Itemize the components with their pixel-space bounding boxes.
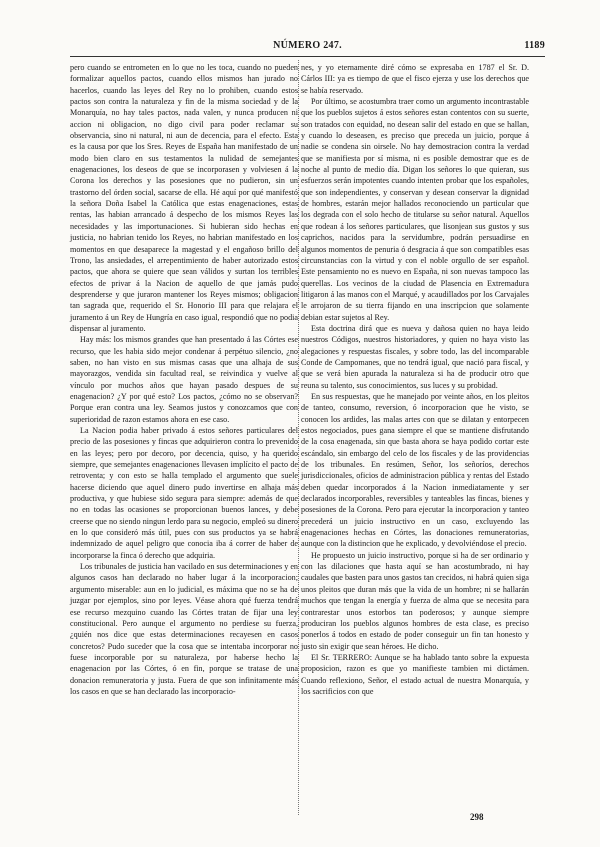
issue-number: NÚMERO 247. — [273, 40, 342, 51]
header-rule — [70, 56, 545, 57]
paragraph: El Sr. TERRERO: Aunque se ha hablado tanto sobre la expuesta proposicion, razon es que yo manifieste tambien mi dictámen. Cuando reflexiono, Señor, el estado actual de nuestra Monarquía, y los sacrificios con que — [301, 652, 529, 696]
paragraph: Hay más: los mismos grandes que han presentado á las Córtes ese recurso, que les habia sido mejor condenar á perpétuo silencio, ¿no saben, no han visto en sus mismas casas que una alhaja de sus mayorazgos, vendida sin facultad real, se reivindica y vuelve al vínculo por muchos años que hayan pasado despues de su enagenacion? ¿Y por qué esto? Los pactos, ¿cómo no se observan? Porque eran contra una ley. Seamos justos y conozcamos que con superioridad de razon estamos ahora en ese caso. — [70, 335, 298, 424]
paragraph: He propuesto un juicio instructivo, porque si ha de ser ordinario y con las dilaciones que hasta aquí se han acostumbrado, ni hay caudales que basten para unos gastos tan crecidos, ni habrá quien siga unos pleitos que duran más que la vida de un hombre; ni se hallarán muchos que tengan la energía y fuerza de alma que se necesita para contrarestar unos estorbos tan poderosos; y aunque siempre produciran los pueblos algunos hombres de esta clase, es preciso ponerlos á todos en estado de poder conseguir un fin tan honesto y justo sin exigir que sean héroes. He dicho. — [301, 550, 529, 651]
paragraph: En sus respuestas, que he manejado por veinte años, en los pleitos de tanteo, consumo, reversion, ó incorporacion que he visto, se conocen los ardides, las malas artes con que se dilatan y entorpecen estos negociados, pues gana siempre el que se mantiene disfrutando de la cosa enagenada, sin que basta ahora se haya podido cortar este escándalo, sin embargo del celo de los fiscales y de las providencias de los tribunales. En resúmen, Señor, los señoríos, derechos jurisdiccionales, oficios de administracion pública y rentas del Estado deben quedar incorporados á la Nacion inmediatamente y ser declarados incorporables, reversibles y tanteables las fincas, bienes y posesiones de la Corona. Pero para ejecutar la incorporacion y tanteo precederá un juicio instructivo en un caso, excluyendo las enagenaciones hechas en Córtes, las donaciones remuneratorias, aunque con la distincion que he explicado, y devolviéndose el precio. — [301, 391, 529, 549]
paragraph: Esta doctrina dirá que es nueva y dañosa quien no haya leido nuestros Códigos, nuestros historiadores, y quien no haya visto las alegaciones y respuestas fiscales, y sobre todo, las del incomparable Conde de Campomanes, que no tendrá igual, que nació para fiscal, y que se verá bien apurada la naturaleza si ha de producir otro que reuna su talento, sus conocimientos, sus luces y su probidad. — [301, 323, 529, 390]
paragraph: nes, y yo eternamente diré cómo se expresaba en 1787 el Sr. D. Cárlos III: ya es tiempo de que el fisco ejerza y use los derechos que se había reservado. — [301, 63, 529, 95]
column-divider — [298, 60, 299, 815]
signature-mark: 298 — [470, 812, 484, 822]
paragraph: Los tribunales de justicia han vacilado en sus determinaciones y en algunos casos han declarado no haber lugar á la incorporacion; argumento miserable: aun en lo judicial, es máxima que no se ha de juzgar por ejemplos, sino por leyes. Véase ahora qué fuerza tendrá ese recurso mezquino cuando las Córtes tratan de fijar una ley constitucional. Pero aunque el argumento no perdiese su fuerza, ¿quién nos dice que estas determinaciones recayesen en casos concretos? Pudo suceder que la cosa que se intentaba incorporar no fuese incorporable por su naturaleza, por haberse hecho la enagenacion por las Córtes, ó en fin, porque se tratase de una donacion remuneratoria y justa. Fuera de que son infinitamente más los casos en que se han declarado las incorporacio- — [70, 562, 298, 696]
paragraph: Por último, se acostumbra traer como un argumento incontrastable que los pueblos sujetos á estos señores estan contentos con su suerte, son tratados con equidad, no desean salir del estado en que se hallan, y cuando lo deseasen, es preciso que preceda un juicio, porque á nadie se condena sin oirsele. No hay demostracion contra la verdad que se manifiesta por sí misma, ni es posible demostrar que es de noche al punto de medio día. Digan los señores lo que quieran, sus esfuerzos serán impotentes cuando intenten probar que los españoles, que son independientes, y conservan y desean conservar la dignidad de hombres, estarán mejor hallados reconociendo un particular que los degrada con el solo hecho de titularse su señor natural. Aquellos que rodean á los señores particulares, que lisonjean sus gustos y sus caprichos, nacidos para la servidumbre, podrán persuadirse en algunos momentos de penuria ó desgracia á que son compatibles esas circunstancias con la virtud y con el noble orgullo de ser español. Este pensamiento no es nuevo en España, ni son nuevas tampoco las querellas. Los vecinos de la ciudad de Plasencia en Extremadura litigaron á las manos con el Marqué, y acaudillados por los Carvajales le arrojaron de su tierra fijando en una inscripcion que solamente debian estar sujetos al Rey. — [301, 97, 529, 322]
page-header — [70, 40, 545, 54]
right-column — [301, 62, 529, 697]
paragraph: La Nacion podia haber privado á estos señores particulares del precio de las posesiones y fincas que adquirieron contra lo prevenido en las leyes; pero por decoro, por decencia, quiso, y ha querido siempre, que semejantes enagenaciones llevasen implícito el pacto de retroventa; y con esto se halla templado el argumento que suele hacerse diciendo que aquel dinero pudo invertirse en alhaja más productiva, y que hubiese sido segura para siempre: además de que no en todas las ocasiones se proporcionan buenos lances, y debe creerse que no siendo ningun lerdo para su negocio, empleó su dinero en lo que consideró más útil, pues con sus productos ya se habrá indemnizado de aquel peligro que conocia iba á correr de haber de incorporarse la finca ó derecho que adquiria. — [70, 426, 298, 560]
page-number: 1189 — [524, 40, 545, 51]
paragraph: pero cuando se entrometen en lo que no les toca, cuando no pueden formalizar aquellos pactos, cuando ellos mismos han jurado no hacerlos, cuando las leyes del Rey no lo prohiben, cuando estos pactos son contra la naturaleza y fin de la misma sociedad y de la Monarquía, no hay tales pactos, nada valen, y nunca producen ni accion ni obligacion, no digo civil para poder reclamar su observancia, sino ni natural, ni aun de decencia, para el efecto. Esta es la causa por que los Sres. Reyes de España han manifestado de un modo bien claro en sus testamentos la nulidad de semejantes enagenaciones, los deseos de que se incorporasen y volviesen á la Corona los derechos y las posesiones que no pudieron, sin un trastorno del órden social, sacarse de ella. Hé aquí por qué manifestó la señora Doña Isabel la Católica que estas enagenaciones, estas rentas, las habian arrancado á despecho de los mismos Reyes las necesidades y las importunaciones. Si hubieran sido hechas en justicia, no habrian tenido los Reyes, no habrian manifestado en los momentos en que desaparece la magestad y el engañoso brillo del Trono, las ansiedades, el arrepentimiento de haber autorizado estos pactos, que ahora se quiere que sean válidos y surtan los terribles efectos de privar á la Nacion de aquello de que jamás pudo desprenderse y que juraron mantener los Reyes mismos; obligacion tan sagrada que, requerido el Sr. Honorio III para que relajara el juramento á un Rey de Hungría en caso igual, respondió que no podia dispensar al juramento. — [70, 63, 298, 333]
left-column — [70, 62, 298, 697]
